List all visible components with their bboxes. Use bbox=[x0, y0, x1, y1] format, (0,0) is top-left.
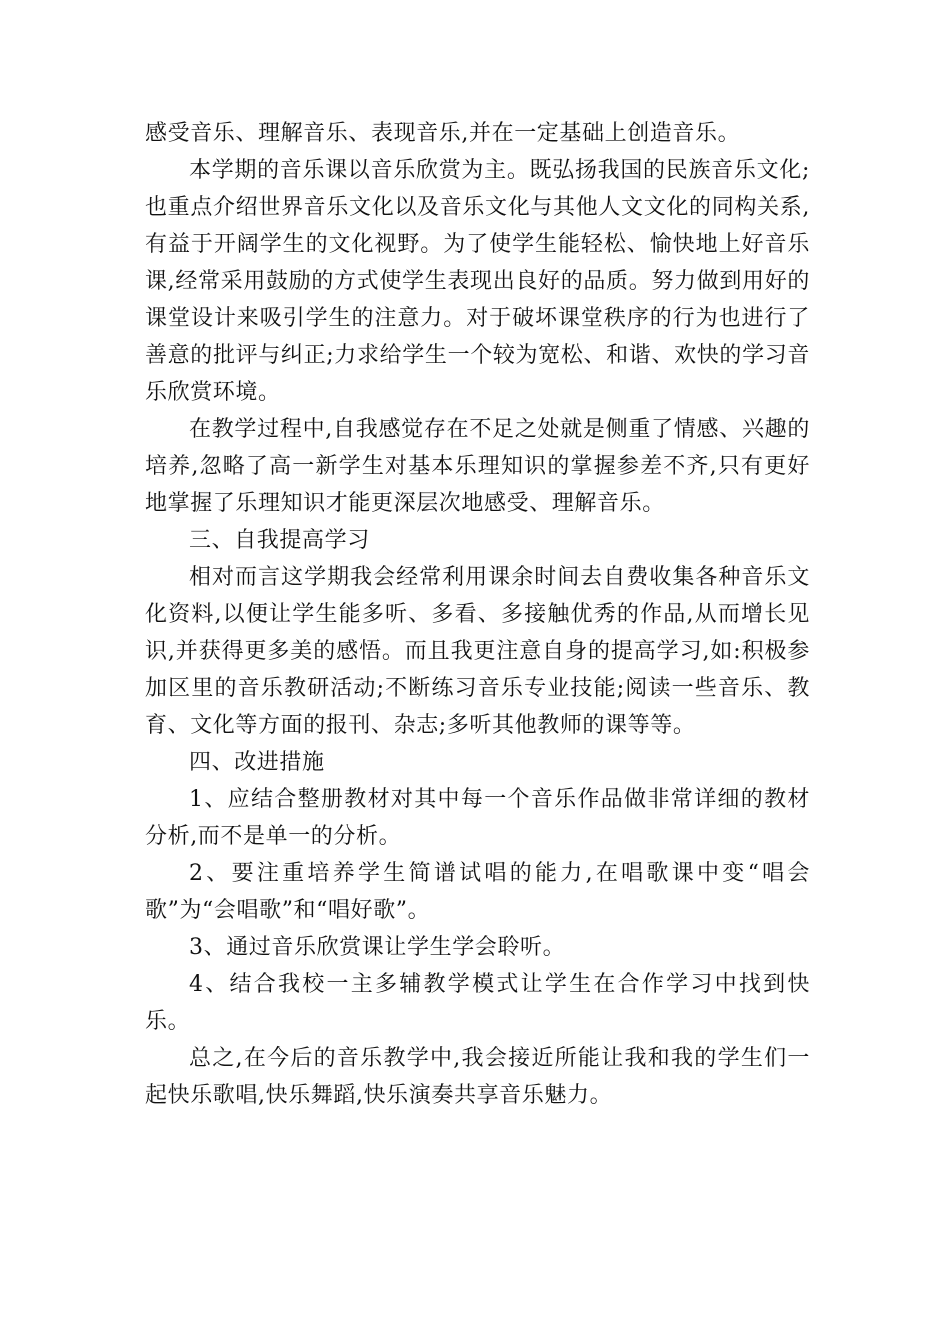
section-heading-self-improvement: 三、自我提高学习 bbox=[189, 528, 370, 553]
measure-item-1: 1、应结合整册教材对其中每一个音乐作品做非常详细的教材分析,而不是单一的分析。 bbox=[145, 787, 810, 849]
paragraph-teaching-reflection: 在教学过程中,自我感觉存在不足之处就是侧重了情感、兴趣的培养,忽略了高一新学生对基本乐理知识的掌握参差不齐,只有更好地掌握了乐理知识才能更深层次地感受、理解音乐。 bbox=[145, 417, 810, 516]
measure-item-3: 3、通过音乐欣赏课让学生学会聆听。 bbox=[189, 935, 566, 960]
paragraph-music-appreciation: 本学期的音乐课以音乐欣赏为主。既弘扬我国的民族音乐文化;也重点介绍世界音乐文化以及音乐文化与其他人文文化的同构关系,有益于开阔学生的文化视野。为了使学生能轻松、愉快地上好音乐课,经常采用鼓励的方式使学生表现出良好的品质。努力做到用好的课堂设计来吸引学生的注意力。对于破坏课堂秩序的行为也进行了善意的批评与纠正;力求给学生一个较为宽松、和谐、欢快的学习音乐欣赏环境。 bbox=[145, 158, 810, 405]
document-body bbox=[145, 115, 810, 1114]
section-heading-improvement-measures: 四、改进措施 bbox=[189, 750, 325, 775]
measure-item-2: 2、要注重培养学生简谱试唱的能力,在唱歌课中变“唱会歌”为“会唱歌”和“唱好歌”。 bbox=[145, 861, 810, 923]
paragraph-continuation: 感受音乐、理解音乐、表现音乐,并在一定基础上创造音乐。 bbox=[145, 121, 741, 146]
paragraph-conclusion: 总之,在今后的音乐教学中,我会接近所能让我和我的学生们一起快乐歌唱,快乐舞蹈,快乐演奏共享音乐魅力。 bbox=[145, 1046, 810, 1108]
paragraph-self-improvement: 相对而言这学期我会经常利用课余时间去自费收集各种音乐文化资料,以便让学生能多听、多看、多接触优秀的作品,从而增长见识,并获得更多美的感悟。而且我更注意自身的提高学习,如:积极参加区里的音乐教研活动;不断练习音乐专业技能;阅读一些音乐、教育、文化等方面的报刊、杂志;多听其他教师的课等等。 bbox=[145, 565, 810, 738]
measure-item-4: 4、结合我校一主多辅教学模式让学生在合作学习中找到快乐。 bbox=[145, 972, 810, 1034]
